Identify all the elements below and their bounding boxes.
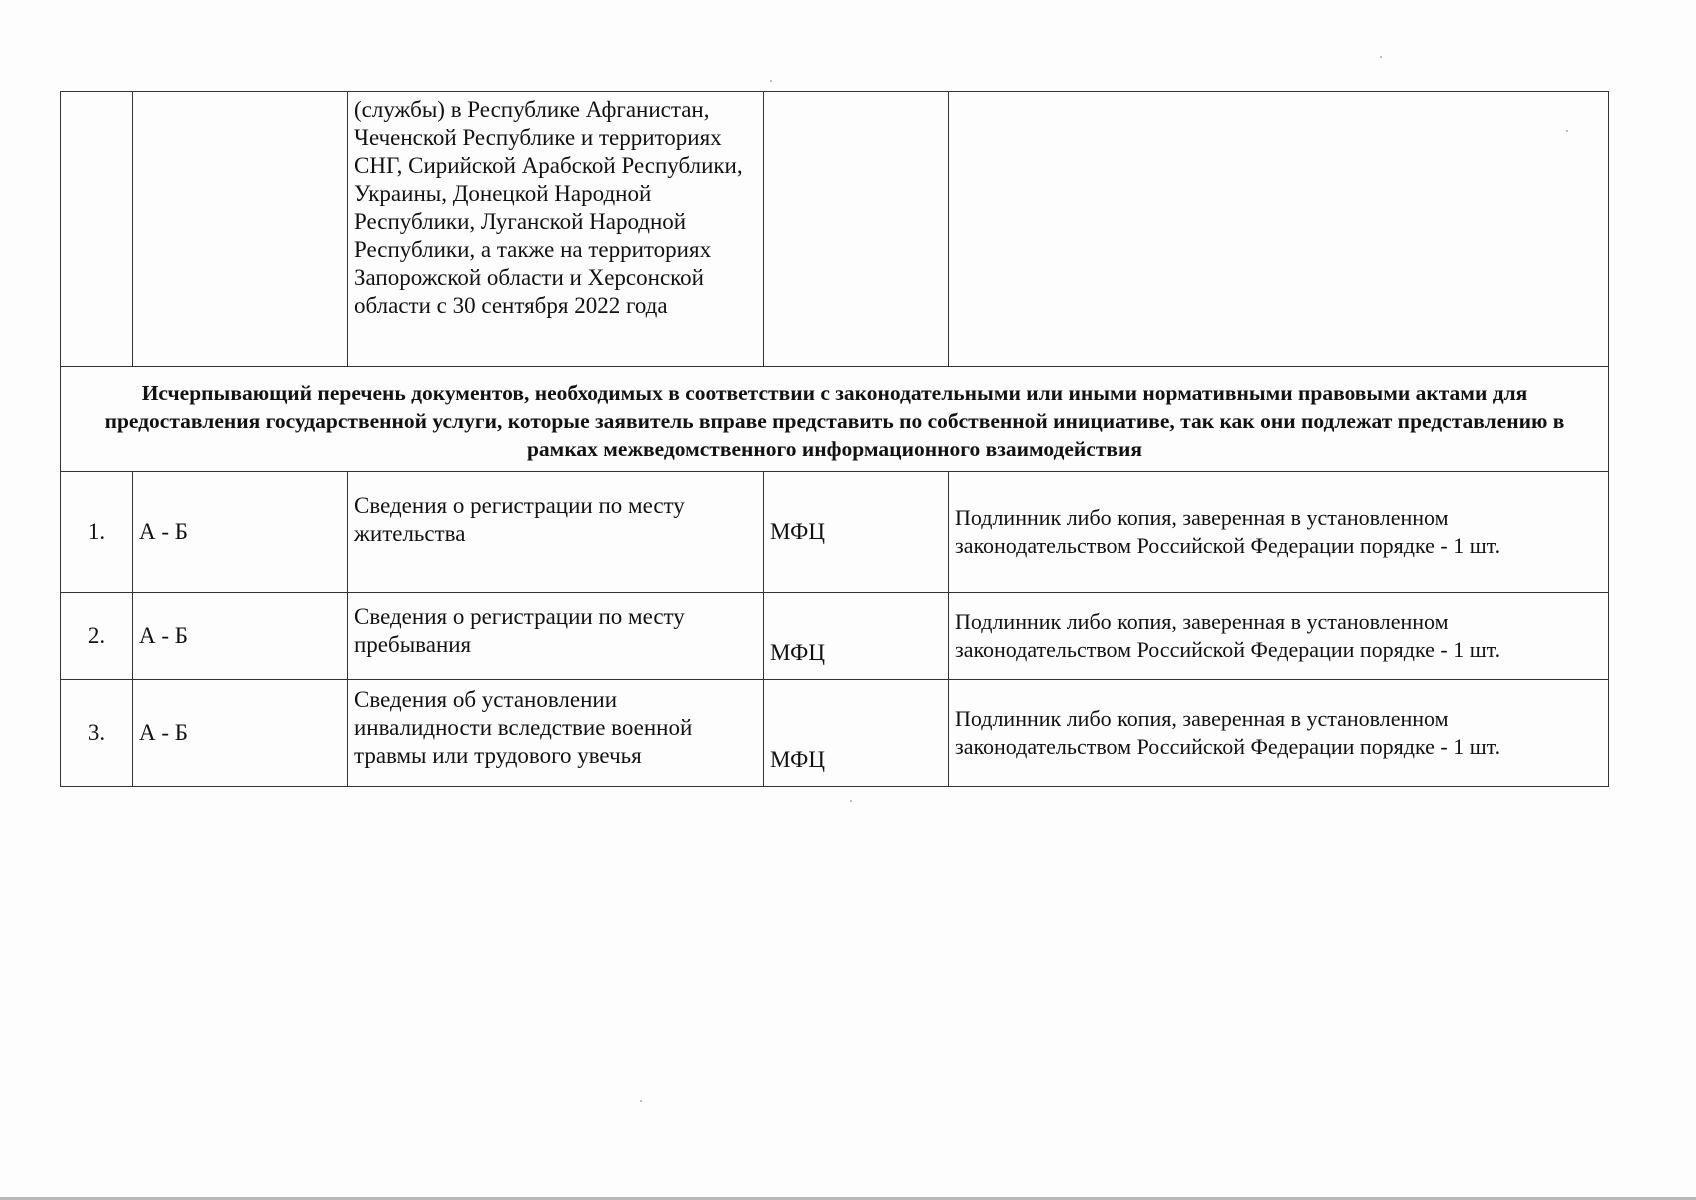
table-row-continuation <box>61 92 1609 367</box>
cell-organization <box>764 92 949 367</box>
cell-description: Сведения об установлении инвалидности вследствие военной травмы или трудового увечья <box>348 680 764 787</box>
cell-category: А - Б <box>133 472 348 593</box>
cell-category: А - Б <box>133 593 348 680</box>
cell-number <box>61 92 133 367</box>
cell-organization: МФЦ <box>764 593 949 680</box>
table-row <box>61 472 1609 593</box>
table-row <box>61 680 1609 787</box>
cell-category: А - Б <box>133 680 348 787</box>
cell-number: 1. <box>61 472 133 593</box>
cell-documents: Подлинник либо копия, заверенная в установленном законодательством Российской Федерации порядке - 1 шт. <box>949 680 1609 787</box>
cell-documents <box>949 92 1609 367</box>
cell-description: (службы) в Республике Афганистан, Чеченской Республике и территориях СНГ, Сирийской Арабской Республики, Украины, Донецкой Народной Республики, Луганской Народной Республики, а также на территориях Запорожской области и Херсонской области с 30 сентября 2022 года <box>348 92 764 367</box>
scan-speck <box>1566 130 1568 132</box>
cell-documents: Подлинник либо копия, заверенная в установленном законодательством Российской Федерации порядке - 1 шт. <box>949 593 1609 680</box>
documents-table <box>60 91 1609 787</box>
cell-description: Сведения о регистрации по месту жительства <box>348 472 764 593</box>
section-heading-row <box>61 367 1609 472</box>
cell-organization: МФЦ <box>764 472 949 593</box>
cell-category <box>133 92 348 367</box>
scan-speck <box>1380 56 1382 58</box>
cell-organization: МФЦ <box>764 680 949 787</box>
scan-speck <box>850 800 852 802</box>
cell-number: 2. <box>61 593 133 680</box>
section-heading: Исчерпывающий перечень документов, необходимых в соответствии с законодательными или иными нормативными правовыми актами для предоставления государственной услуги, которые заявитель вправе представить по собственной инициативе, так как они подлежат представлению в рамках межведомственного информационного взаимодействия <box>61 367 1609 472</box>
cell-documents: Подлинник либо копия, заверенная в установленном законодательством Российской Федерации порядке - 1 шт. <box>949 472 1609 593</box>
cell-description: Сведения о регистрации по месту пребывания <box>348 593 764 680</box>
table-row <box>61 593 1609 680</box>
scan-speck <box>770 80 772 82</box>
scan-speck <box>640 1100 642 1102</box>
cell-number: 3. <box>61 680 133 787</box>
